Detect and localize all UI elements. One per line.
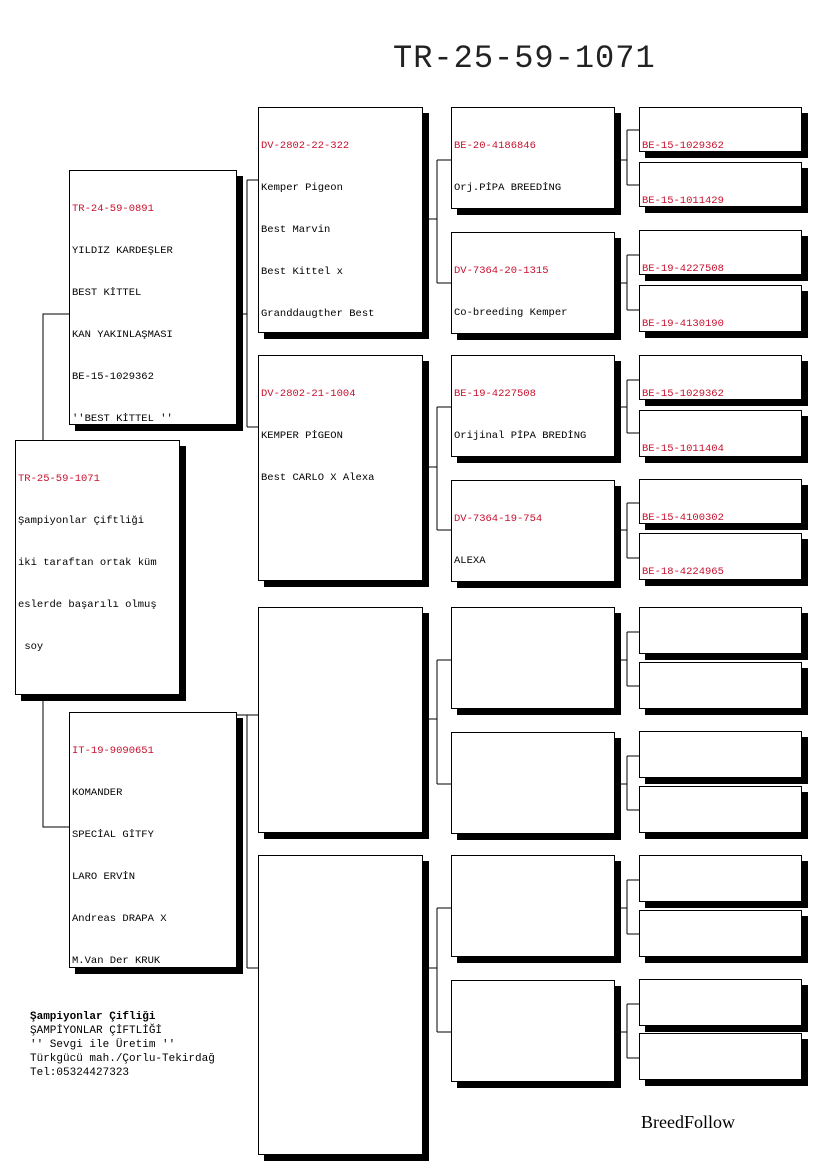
info-line: ALEXA	[454, 555, 486, 567]
pedigree-box-empty	[639, 786, 802, 833]
info-line: Best Kittel x	[261, 266, 343, 278]
ring-number: DV-2802-21-1004	[261, 388, 356, 400]
ring-number: BE-15-1011429	[642, 195, 724, 207]
pedigree-box-empty	[639, 662, 802, 709]
pedigree-box-empty	[451, 607, 615, 709]
pedigree-box-empty	[639, 607, 802, 654]
info-line: BE-15-1029362	[72, 371, 154, 383]
ring-number: BE-19-4227508	[454, 388, 536, 400]
pedigree-box-sdsd	[639, 410, 802, 457]
pedigree-box-ssdd	[639, 285, 802, 332]
pedigree-box-empty	[639, 979, 802, 1026]
info-line: iki taraftan ortak küm	[18, 557, 157, 569]
pedigree-box-sds	[451, 355, 615, 457]
ring-number: BE-15-1029362	[642, 388, 724, 400]
info-line: Andreas DRAPA X	[72, 913, 167, 925]
ring-number: IT-19-9090651	[72, 745, 154, 757]
breeder-info	[30, 1010, 215, 1080]
info-line: Şampiyonlar Çiftliği	[18, 515, 145, 527]
ring-number: BE-15-1029362	[642, 140, 724, 152]
pedigree-box-empty	[451, 980, 615, 1082]
info-line: KAN YAKINLAŞMASI	[72, 329, 173, 341]
pedigree-box-empty	[639, 1033, 802, 1080]
ring-number: DV-2802-22-322	[261, 140, 350, 152]
pedigree-box-sddd	[639, 533, 802, 580]
info-line: KOMANDER	[72, 787, 123, 799]
info-line: Best Marvin	[261, 224, 331, 236]
ring-number: BE-18-4224965	[642, 566, 724, 578]
pedigree-box-ssss	[639, 107, 802, 152]
ring-number: DV-7364-20-1315	[454, 265, 549, 277]
ring-number: BE-15-4100302	[642, 512, 724, 524]
page-title: TR-25-59-1071	[393, 40, 656, 77]
pedigree-box-ssds	[639, 230, 802, 275]
info-line: Orijinal PİPA BREDİNG	[454, 430, 587, 442]
pedigree-box-sire-sire	[258, 107, 423, 333]
ring-number: BE-19-4227508	[642, 263, 724, 275]
breeder-line: '' Sevgi ile Üretim ''	[30, 1039, 176, 1051]
breeder-line: ŞAMPİYONLAR ÇİFTLİĞİ	[30, 1025, 163, 1037]
info-line: LARO ERVİN	[72, 871, 136, 883]
info-line: Best CARLO X Alexa	[261, 472, 375, 484]
ring-number: BE-15-1011404	[642, 443, 724, 455]
ring-number: BE-19-4130190	[642, 318, 724, 330]
pedigree-box-dam	[69, 712, 237, 968]
pedigree-box-sdd	[451, 480, 615, 582]
pedigree-box-ssd	[451, 232, 615, 334]
info-line: M.Van Der KRUK	[72, 955, 161, 967]
pedigree-box-sire-dam	[258, 355, 423, 581]
pedigree-box-empty	[639, 731, 802, 778]
info-line: eslerde başarılı olmuş	[18, 599, 157, 611]
pedigree-box-sdss	[639, 355, 802, 400]
pedigree-box-dam-dam	[258, 855, 423, 1155]
ring-number: TR-25-59-1071	[18, 473, 100, 485]
pedigree-box-sire	[69, 170, 237, 425]
info-line: Co-breeding Kemper	[454, 307, 568, 319]
pedigree-box-dam-sire	[258, 607, 423, 833]
info-line: Kemper Pigeon	[261, 182, 343, 194]
info-line: SPECİAL GİTFY	[72, 829, 154, 841]
info-line: BEST KİTTEL	[72, 287, 142, 299]
info-line: soy	[18, 641, 44, 653]
pedigree-box-sssd	[639, 162, 802, 207]
info-line: KEMPER PİGEON	[261, 430, 343, 442]
info-line: ''BEST KİTTEL ''	[72, 413, 173, 425]
ring-number: TR-24-59-0891	[72, 203, 154, 215]
brand-logo: BreedFollow	[641, 1112, 735, 1132]
breeder-name: Şampiyonlar Çifliği	[30, 1011, 156, 1023]
info-line: YILDIZ KARDEŞLER	[72, 245, 173, 257]
pedigree-box-sss	[451, 107, 615, 209]
pedigree-box-empty	[451, 732, 615, 834]
pedigree-box-subject	[15, 440, 180, 695]
ring-number: DV-7364-19-754	[454, 513, 543, 525]
breeder-phone: Tel:05324427323	[30, 1067, 130, 1079]
breeder-address: Türkgücü mah./Çorlu-Tekirdağ	[30, 1053, 215, 1065]
ring-number: BE-20-4186846	[454, 140, 536, 152]
pedigree-box-empty	[639, 910, 802, 957]
pedigree-box-sdds	[639, 479, 802, 524]
info-line: Granddaugther Best	[261, 308, 375, 320]
pedigree-box-empty	[451, 855, 615, 957]
info-line: Orj.PİPA BREEDİNG	[454, 182, 562, 194]
pedigree-box-empty	[639, 855, 802, 902]
